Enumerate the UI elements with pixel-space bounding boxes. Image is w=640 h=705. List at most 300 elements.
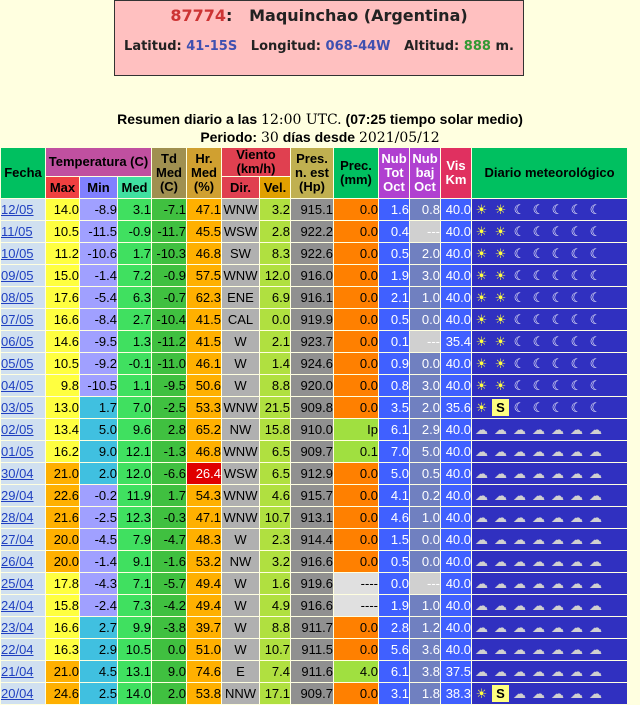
nub-tot-cell	[379, 353, 409, 374]
min-cell	[80, 331, 117, 352]
col-min: Min	[80, 177, 117, 198]
hr-cell-value: 26.4	[195, 466, 221, 481]
cloud-icon: ☁	[589, 598, 602, 613]
date-link-value[interactable]: 24/04	[1, 598, 34, 613]
prec-cell-value: 0.0	[359, 488, 378, 503]
med-cell	[118, 551, 151, 572]
max-cell-value: 16.3	[53, 642, 79, 657]
vis-cell-value: 40.0	[445, 378, 471, 393]
col-med: Med	[118, 177, 151, 198]
date-link-value[interactable]: 02/05	[1, 422, 34, 437]
date-link-value[interactable]: 10/05	[1, 246, 34, 261]
nub-baj-cell-value: 0.0	[421, 356, 440, 371]
dir-cell-value: W	[234, 378, 247, 393]
min-cell	[80, 683, 117, 704]
prec-cell-value: 0.0	[359, 356, 378, 371]
cloud-icon: ☁	[570, 576, 583, 591]
date-link[interactable]	[1, 309, 45, 330]
date-link-value[interactable]: 29/04	[1, 488, 34, 503]
cloud-icon: ☁	[513, 488, 526, 503]
td-cell-value: -0.3	[163, 510, 186, 525]
date-link[interactable]	[1, 661, 45, 682]
med-cell	[118, 419, 151, 440]
date-link-value[interactable]: 04/05	[1, 378, 34, 393]
dir-cell-value: WNW	[223, 444, 258, 459]
prec-cell	[334, 265, 378, 286]
cloud-icon: ☁	[532, 488, 545, 503]
min-cell	[80, 639, 117, 660]
vis-cell-value: 35.4	[445, 334, 471, 349]
vis-cell	[441, 617, 471, 638]
vel-cell	[260, 243, 290, 264]
min-cell	[80, 551, 117, 572]
med-cell-value: 7.3	[132, 598, 151, 613]
nub-baj-cell	[410, 419, 440, 440]
hr-cell-value: 47.1	[195, 510, 221, 525]
date-link[interactable]	[1, 221, 45, 242]
pres-cell	[291, 353, 333, 374]
min-cell	[80, 287, 117, 308]
table-row	[1, 331, 627, 352]
cloud-icon: ☁	[589, 554, 602, 569]
date-link[interactable]	[1, 287, 45, 308]
prec-cell	[334, 331, 378, 352]
nub-tot-cell-value: 6.1	[390, 422, 409, 437]
sun-icon: ☀	[494, 268, 507, 283]
nub-baj-cell	[410, 661, 440, 682]
diario-icons	[472, 243, 627, 264]
hr-cell	[187, 265, 221, 286]
max-cell	[46, 199, 79, 220]
dir-cell	[222, 617, 259, 638]
moon-icon: ☾	[513, 334, 526, 349]
station-code: 87774	[170, 6, 226, 25]
vis-cell-value: 40.0	[445, 224, 471, 239]
nub-tot-cell	[379, 309, 409, 330]
td-cell-value: 9.0	[167, 664, 186, 679]
hr-cell	[187, 309, 221, 330]
nub-tot-cell-value: 2.8	[390, 620, 409, 635]
med-cell	[118, 375, 151, 396]
table-row	[1, 551, 627, 572]
max-cell-value: 20.0	[53, 532, 79, 547]
diario-icons	[472, 595, 627, 616]
summary-line-2: Periodo: 30 días desde 2021/05/12	[200, 129, 440, 146]
cloud-icon: ☁	[475, 598, 488, 613]
cloud-icon: ☁	[570, 488, 583, 503]
nub-tot-cell-value: 6.1	[390, 664, 409, 679]
min-cell-value: -8.9	[94, 202, 117, 217]
dir-cell	[222, 397, 259, 418]
sun-icon: ☀	[475, 246, 488, 261]
date-link[interactable]	[1, 375, 45, 396]
td-cell-value: -9.5	[163, 378, 186, 393]
date-link[interactable]	[1, 265, 45, 286]
nub-baj-cell	[410, 287, 440, 308]
min-cell-value: -10.5	[87, 378, 117, 393]
date-link-value[interactable]: 26/04	[1, 554, 34, 569]
dir-cell-value: WNW	[223, 400, 258, 415]
pres-cell-value: 909.8	[300, 400, 333, 415]
prec-cell-value: 0.0	[359, 224, 378, 239]
date-link[interactable]	[1, 683, 45, 704]
pres-cell-value: 911.7	[301, 620, 333, 635]
med-cell-value: 1.1	[132, 378, 151, 393]
max-cell	[46, 397, 79, 418]
hr-cell	[187, 331, 221, 352]
cloud-icon: ☁	[551, 422, 564, 437]
pres-cell	[291, 419, 333, 440]
cloud-icon: ☁	[475, 554, 488, 569]
td-cell	[152, 441, 186, 462]
date-link-value[interactable]: 05/05	[1, 356, 34, 371]
moon-icon: ☾	[551, 400, 564, 415]
vel-cell	[260, 485, 290, 506]
date-link-value[interactable]: 25/04	[1, 576, 34, 591]
nub-tot-cell-value: 4.6	[390, 510, 409, 525]
pres-cell-value: 922.6	[300, 246, 333, 261]
moon-icon: ☾	[589, 290, 602, 305]
max-cell	[46, 309, 79, 330]
hr-cell	[187, 485, 221, 506]
sun-icon: ☀	[494, 290, 507, 305]
nub-baj-cell-value: 2.0	[421, 246, 440, 261]
cloud-icon: ☁	[494, 466, 507, 481]
min-cell-value: -11.5	[88, 224, 117, 239]
min-cell	[80, 353, 117, 374]
td-cell-value: -6.6	[163, 466, 186, 481]
pres-cell-value: 913.1	[300, 510, 333, 525]
diario-icons	[472, 441, 627, 462]
cloud-icon: ☁	[513, 620, 526, 635]
diario-icons	[472, 617, 627, 638]
date-link[interactable]	[1, 639, 45, 660]
prec-cell-value: 0.0	[359, 246, 378, 261]
col-prec: Prec. (mm)	[334, 148, 378, 198]
min-cell-value: -0.2	[94, 488, 117, 503]
prec-cell-value: 0.0	[359, 532, 378, 547]
date-link-value[interactable]: 03/05	[1, 400, 34, 415]
med-cell-value: -0.9	[128, 224, 151, 239]
med-cell-value: 6.3	[132, 290, 151, 305]
med-cell	[118, 309, 151, 330]
max-cell-value: 16.2	[53, 444, 79, 459]
max-cell-value: 16.6	[53, 620, 79, 635]
date-link-value[interactable]: 07/05	[1, 312, 34, 327]
td-cell-value: -10.4	[156, 312, 186, 327]
pres-cell	[291, 331, 333, 352]
moon-icon: ☾	[513, 356, 526, 371]
nub-baj-cell-value: 2.0	[421, 400, 440, 415]
table-row	[1, 397, 627, 418]
date-link[interactable]	[1, 419, 45, 440]
hr-cell-value: 45.5	[195, 224, 221, 239]
prec-cell	[334, 507, 378, 528]
nub-tot-cell	[379, 595, 409, 616]
col-vel: Vel.	[260, 177, 290, 198]
hr-cell-value: 51.0	[195, 642, 221, 657]
max-cell	[46, 243, 79, 264]
min-cell-value: -9.2	[94, 356, 117, 371]
max-cell-value: 10.5	[53, 356, 79, 371]
vis-cell	[441, 375, 471, 396]
vis-cell-value: 38.3	[445, 686, 471, 701]
date-link-value[interactable]: 22/04	[1, 642, 34, 657]
pres-cell	[291, 595, 333, 616]
cloud-icon: ☁	[475, 510, 488, 525]
td-cell-value: -4.7	[163, 532, 186, 547]
nub-baj-cell	[410, 507, 440, 528]
date-link[interactable]	[1, 463, 45, 484]
min-cell-value: -8.4	[94, 312, 117, 327]
col-nub-baj: Nub baj Oct	[410, 148, 440, 198]
nub-tot-cell-value: 0.5	[390, 554, 409, 569]
cloud-icon: ☁	[589, 510, 602, 525]
moon-icon: ☾	[589, 246, 602, 261]
td-cell-value: -1.3	[163, 444, 186, 459]
date-link[interactable]	[1, 441, 45, 462]
td-cell-value: -3.8	[163, 620, 186, 635]
diario-icons	[472, 265, 627, 286]
date-link[interactable]	[1, 243, 45, 264]
date-link[interactable]	[1, 199, 45, 220]
cloud-icon: ☁	[475, 422, 488, 437]
date-link-value[interactable]: 21/04	[1, 664, 34, 679]
dir-cell-value: WNW	[223, 488, 258, 503]
date-link[interactable]	[1, 595, 45, 616]
nub-tot-cell-value: 2.1	[390, 290, 409, 305]
hr-cell	[187, 639, 221, 660]
prec-cell	[334, 287, 378, 308]
vel-cell	[260, 221, 290, 242]
td-cell	[152, 199, 186, 220]
date-link-value[interactable]: 01/05	[1, 444, 34, 459]
moon-icon: ☾	[513, 224, 526, 239]
diario-icons	[472, 507, 627, 528]
pres-cell	[291, 375, 333, 396]
hr-cell-value: 49.4	[195, 576, 221, 591]
table-row	[1, 485, 627, 506]
nub-tot-cell-value: 0.8	[390, 378, 409, 393]
cloud-icon: ☁	[494, 642, 507, 657]
table-row	[1, 309, 627, 330]
cloud-icon: ☁	[513, 466, 526, 481]
hr-cell-value: 41.5	[195, 334, 221, 349]
date-link-value[interactable]: 20/04	[1, 686, 34, 701]
cloud-icon: ☁	[551, 444, 564, 459]
med-cell-value: 3.1	[132, 202, 151, 217]
table-row	[1, 507, 627, 528]
sun-icon: ☀	[494, 224, 507, 239]
prec-cell-value: 0.0	[359, 202, 378, 217]
cloud-icon: ☁	[551, 620, 564, 635]
hr-cell	[187, 573, 221, 594]
max-cell-value: 9.8	[60, 378, 79, 393]
pres-cell	[291, 265, 333, 286]
cloud-icon: ☁	[551, 554, 564, 569]
date-link[interactable]	[1, 551, 45, 572]
pres-cell	[291, 397, 333, 418]
prec-cell	[334, 551, 378, 572]
date-link-value[interactable]: 12/05	[1, 202, 34, 217]
med-cell	[118, 661, 151, 682]
vis-cell	[441, 529, 471, 550]
pres-cell	[291, 441, 333, 462]
pres-cell-value: 923.7	[300, 334, 333, 349]
date-link-value[interactable]: 08/05	[1, 290, 34, 305]
dir-cell	[222, 441, 259, 462]
vel-cell	[260, 441, 290, 462]
pres-cell-value: 910.0	[300, 422, 333, 437]
max-cell-value: 11.2	[54, 246, 79, 261]
vis-cell-value: 40.0	[445, 598, 471, 613]
date-link[interactable]	[1, 397, 45, 418]
vel-cell	[260, 199, 290, 220]
max-cell-value: 14.0	[53, 202, 79, 217]
vel-cell-value: 6.9	[271, 290, 290, 305]
max-cell-value: 16.6	[53, 312, 79, 327]
date-link[interactable]	[1, 529, 45, 550]
hr-cell-value: 39.7	[195, 620, 221, 635]
diario-icons	[472, 287, 627, 308]
dir-cell-value: CAL	[227, 312, 254, 327]
date-link-value[interactable]: 06/05	[1, 334, 34, 349]
dir-cell-value: NW	[229, 554, 252, 569]
date-link-value[interactable]: 11/05	[1, 224, 33, 239]
cloud-icon: ☁	[570, 422, 583, 437]
hr-cell-value: 74.6	[195, 664, 221, 679]
vis-cell-value: 40.0	[445, 532, 471, 547]
nub-baj-cell	[410, 529, 440, 550]
date-link-value[interactable]: 23/04	[1, 620, 34, 635]
med-cell-value: 13.1	[125, 664, 151, 679]
vis-cell-value: 40.0	[445, 488, 471, 503]
nub-tot-cell	[379, 441, 409, 462]
max-cell	[46, 419, 79, 440]
hr-cell-value: 53.3	[195, 400, 221, 415]
td-cell	[152, 683, 186, 704]
diario-icons	[472, 485, 627, 506]
date-link[interactable]	[1, 485, 45, 506]
prec-cell-value: 0.0	[359, 466, 378, 481]
td-cell	[152, 529, 186, 550]
vel-cell-value: 7.4	[271, 664, 290, 679]
cloud-icon: ☁	[551, 466, 564, 481]
cloud-icon: ☁	[532, 576, 545, 591]
col-nub-tot: Nub Tot Oct	[379, 148, 409, 198]
vel-cell-value: 10.7	[264, 510, 290, 525]
moon-icon: ☾	[570, 356, 583, 371]
nub-baj-cell-value: 1.0	[421, 290, 440, 305]
vel-cell	[260, 507, 290, 528]
med-cell	[118, 243, 151, 264]
min-cell-value: 5.0	[98, 422, 117, 437]
nub-tot-cell-value: 7.0	[390, 444, 409, 459]
moon-icon: ☾	[589, 202, 602, 217]
min-cell	[80, 375, 117, 396]
table-row	[1, 221, 627, 242]
diario-icons	[472, 639, 627, 660]
sun-icon: ☀	[494, 202, 507, 217]
cloud-icon: ☁	[494, 554, 507, 569]
vel-cell-value: 4.9	[271, 598, 290, 613]
max-cell	[46, 507, 79, 528]
lat-label: Latitud:	[124, 39, 182, 54]
cloud-icon: ☁	[494, 532, 507, 547]
date-link-value[interactable]: 27/04	[1, 532, 34, 547]
nub-tot-cell-value: 3.1	[390, 686, 409, 701]
med-cell	[118, 573, 151, 594]
med-cell	[118, 683, 151, 704]
vis-cell	[441, 639, 471, 660]
date-link[interactable]	[1, 507, 45, 528]
vel-cell-value: 17.1	[264, 686, 290, 701]
date-link[interactable]	[1, 353, 45, 374]
min-cell-value: -4.5	[94, 532, 117, 547]
dir-cell	[222, 639, 259, 660]
pres-cell	[291, 639, 333, 660]
dir-cell-value: W	[234, 356, 247, 371]
nub-tot-cell-value: 3.5	[390, 400, 409, 415]
dir-cell-value: W	[234, 642, 247, 657]
pres-cell	[291, 485, 333, 506]
vel-cell-value: 8.3	[271, 246, 290, 261]
pres-cell-value: 915.1	[300, 202, 333, 217]
nub-baj-cell	[410, 551, 440, 572]
td-cell	[152, 331, 186, 352]
cloud-icon: ☁	[589, 576, 602, 591]
nub-tot-cell	[379, 419, 409, 440]
hr-cell-value: 46.8	[195, 444, 221, 459]
date-link[interactable]	[1, 331, 45, 352]
nub-tot-cell-value: 1.9	[390, 268, 409, 283]
date-link[interactable]	[1, 573, 45, 594]
table-row	[1, 639, 627, 660]
vel-cell-value: 3.2	[271, 202, 290, 217]
vis-cell	[441, 353, 471, 374]
cloud-icon: ☁	[475, 576, 488, 591]
col-vis: Vis Km	[441, 148, 471, 198]
vis-cell-value: 40.0	[445, 268, 471, 283]
hr-cell	[187, 529, 221, 550]
date-link-value[interactable]: 09/05	[1, 268, 34, 283]
td-cell	[152, 309, 186, 330]
col-max: Max	[46, 177, 79, 198]
min-cell	[80, 485, 117, 506]
med-cell	[118, 441, 151, 462]
min-cell	[80, 529, 117, 550]
table-row	[1, 617, 627, 638]
nub-baj-cell	[410, 441, 440, 462]
max-cell	[46, 551, 79, 572]
med-cell	[118, 463, 151, 484]
date-link[interactable]	[1, 617, 45, 638]
td-cell	[152, 507, 186, 528]
date-link-value[interactable]: 30/04	[1, 466, 34, 481]
hr-cell	[187, 199, 221, 220]
lat-value: 41-15S	[186, 39, 238, 54]
nub-baj-cell-value: 0.2	[421, 488, 440, 503]
date-link-value[interactable]: 28/04	[1, 510, 34, 525]
cloud-icon: ☁	[570, 466, 583, 481]
cloud-icon: ☁	[494, 444, 507, 459]
cloud-icon: ☁	[513, 598, 526, 613]
cloud-icon: ☁	[494, 664, 507, 679]
min-cell-value: 2.7	[98, 620, 117, 635]
min-cell	[80, 463, 117, 484]
vis-cell-value: 40.0	[445, 444, 471, 459]
table-row	[1, 661, 627, 682]
